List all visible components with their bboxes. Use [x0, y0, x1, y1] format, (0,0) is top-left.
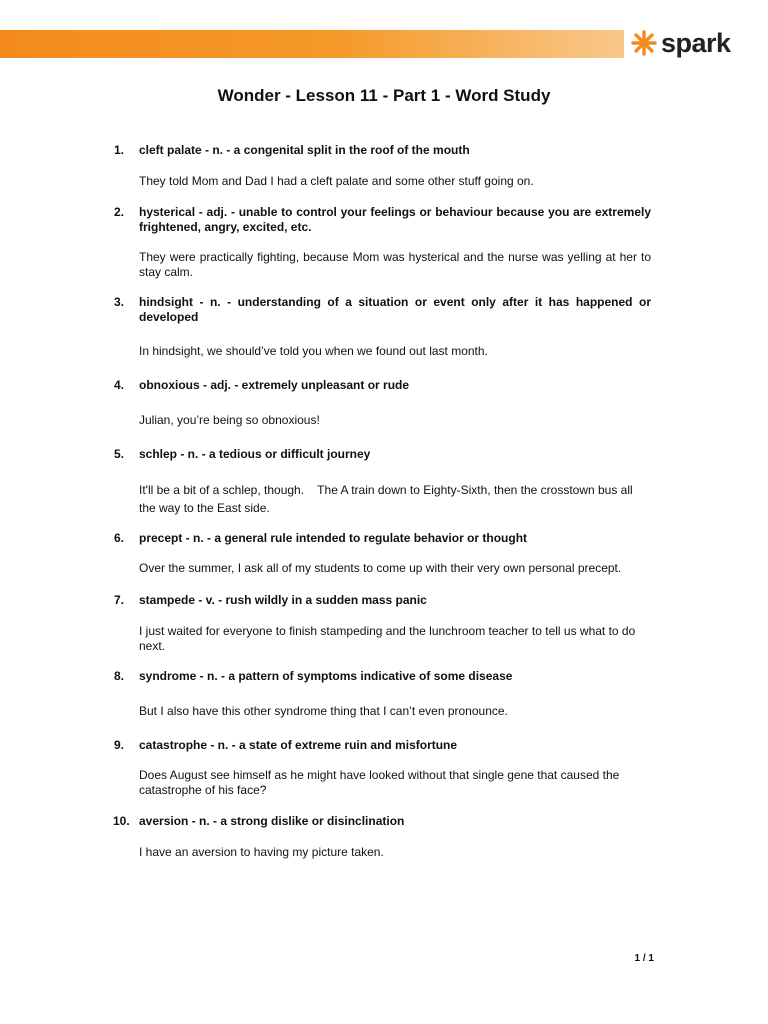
item-number: 8.: [114, 669, 125, 683]
word-item-5-example: It'll be a bit of a schlep, though. The A train down to Eighty-Sixth, then the crosstown bus all the way to the East side.: [139, 483, 637, 515]
word-item-6-term: [114, 531, 651, 546]
page-title: Wonder - Lesson 11 - Part 1 - Word Study: [217, 86, 551, 105]
item-number: 9.: [114, 738, 125, 752]
item-number: 7.: [114, 593, 125, 607]
word-item-10-example: I have an aversion to having my picture taken.: [139, 845, 384, 859]
brand-name: spark: [661, 27, 731, 58]
word-item-9-example: Does August see himself as he might have looked without that single gene that caused the catastrophe of his face?: [139, 768, 620, 797]
word-item-1-example: They told Mom and Dad I had a cleft palate and some other stuff going on.: [139, 174, 534, 188]
item-number: 10.: [113, 814, 130, 828]
word-item-3-term: [114, 295, 651, 324]
item-number: 2.: [114, 205, 125, 219]
term-definition: aversion - n. - a strong dislike or disinclination: [139, 814, 405, 828]
word-item-3-example: In hindsight, we should’ve told you when we found out last month.: [139, 344, 488, 358]
word-item-8-example: But I also have this other syndrome thing that I can’t even pronounce.: [139, 704, 508, 718]
word-item-1-term: [114, 143, 651, 158]
term-definition: catastrophe - n. - a state of extreme ruin and misfortune: [139, 738, 458, 752]
term-definition: hysterical - adj. - unable to control your feelings or behaviour because you are extremely frightened, angry, excited, etc.: [139, 205, 651, 234]
asterisk-star-icon: [630, 29, 658, 57]
page-number: 1 / 1: [634, 953, 654, 964]
word-item-2-example: They were practically fighting, because Mom was hysterical and the nurse was yelling at her to stay calm.: [139, 250, 651, 279]
spark-logo: [630, 26, 731, 60]
term-definition: schlep - n. - a tedious or difficult journey: [139, 447, 371, 461]
term-definition: obnoxious - adj. - extremely unpleasant or rude: [139, 378, 410, 392]
word-item-7-example: I just waited for everyone to finish stampeding and the lunchroom teacher to tell us what to do next.: [139, 624, 636, 653]
item-number: 1.: [114, 143, 125, 157]
header-orange-band: [0, 30, 624, 58]
term-definition: precept - n. - a general rule intended to regulate behavior or thought: [139, 531, 528, 545]
item-number: 4.: [114, 378, 125, 392]
term-definition: syndrome - n. - a pattern of symptoms indicative of some disease: [139, 669, 513, 683]
word-item-10-term: [113, 814, 651, 829]
word-item-4-example: Julian, you’re being so obnoxious!: [139, 413, 320, 427]
item-number: 6.: [114, 531, 125, 545]
term-definition: hindsight - n. - understanding of a situation or event only after it has happened or developed: [139, 295, 651, 324]
word-item-4-term: [114, 378, 651, 393]
word-item-8-term: [114, 669, 651, 684]
word-item-9-term: [114, 738, 651, 753]
word-item-7-term: [114, 593, 651, 608]
word-item-2-term: [114, 205, 651, 234]
item-number: 5.: [114, 447, 125, 461]
term-definition: cleft palate - n. - a congenital split in the roof of the mouth: [139, 143, 470, 157]
item-number: 3.: [114, 295, 125, 309]
word-item-5-term: [114, 447, 651, 462]
word-item-6-example: Over the summer, I ask all of my students to come up with their very own personal precept.: [139, 561, 622, 575]
term-definition: stampede - v. - rush wildly in a sudden mass panic: [139, 593, 427, 607]
